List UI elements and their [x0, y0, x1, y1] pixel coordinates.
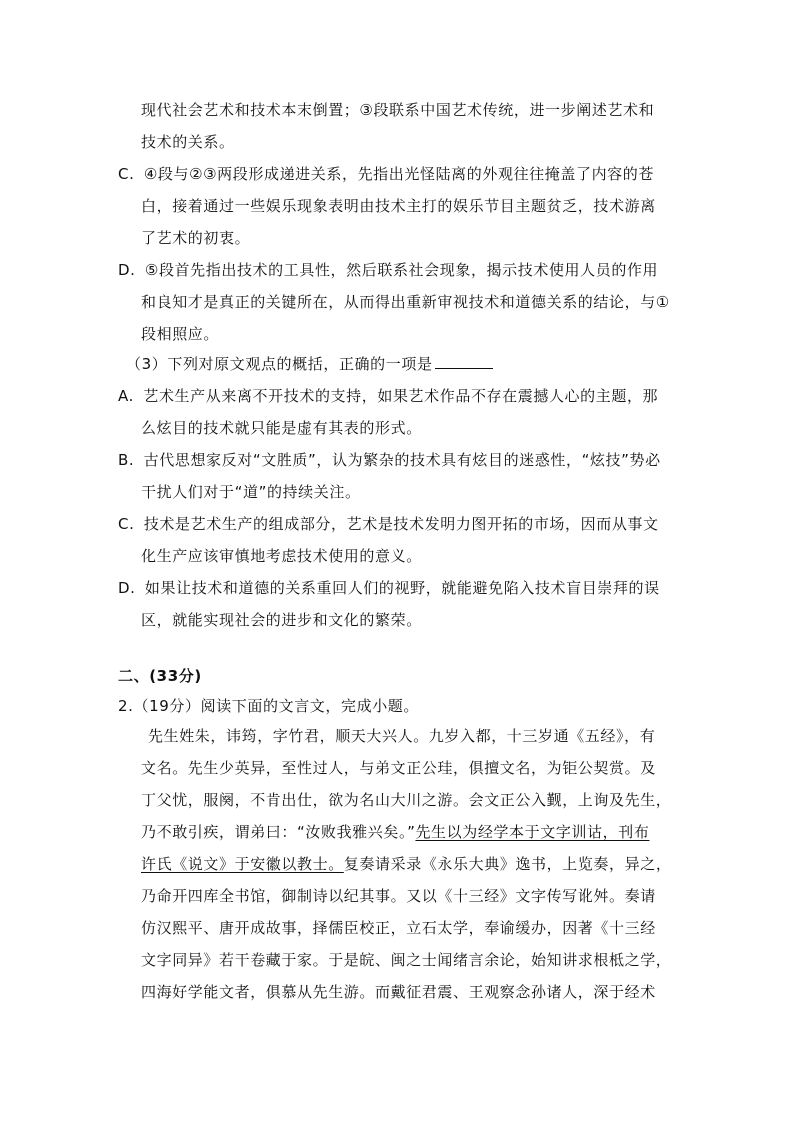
- q3-option-d-line-1: 如果让技术和道德的关系重回人们的视野，就能避免陷入技术盲目崇拜的误: [144, 579, 660, 597]
- passage-line-3: 丁父忧，服阕，不肯出仕，欲为名山大川之游。会文正公入觐，上询及先生，: [141, 791, 672, 809]
- q3-option-a: [118, 386, 658, 406]
- option-d: [118, 260, 658, 280]
- q2-heading: 2.（19分）阅读下面的文言文，完成小题。: [118, 697, 420, 715]
- q3-stem: [126, 354, 493, 374]
- q3-option-c-line-2: 化生产应该审慎地考虑技术使用的意义。: [141, 547, 422, 565]
- option-d-label: D.: [118, 261, 136, 279]
- q3-option-c-line-1: 技术是艺术生产的组成部分，艺术是技术发明力图开拓的市场，因而从事文: [143, 515, 659, 533]
- passage-line-2: 文名。先生少英异，至性过人，与弟文正公珪，俱擅文名，为钜公契赏。及: [141, 759, 656, 777]
- option-b-line-2: 现代社会艺术和技术本末倒置；③段联系中国艺术传统，进一步阐述艺术和: [141, 101, 655, 119]
- option-c-label: C.: [118, 165, 135, 183]
- passage-line-5-text: 复奏请采录《永乐大典》逸书，上览奏，异之，: [343, 855, 672, 873]
- option-b-line-3: 技术的关系。: [141, 133, 235, 151]
- passage-line-9: 四海好学能文者，俱慕从先生游。而戴征君震、王观察念孙诸人，深于经术: [141, 983, 656, 1001]
- q3-option-a-label: A.: [118, 387, 134, 405]
- answer-blank[interactable]: [435, 354, 493, 369]
- passage-line-5: [141, 854, 671, 874]
- q3-option-d-label: D.: [118, 579, 136, 597]
- q3-option-b-line-2: 干扰人们对于“道”的持续关注。: [141, 483, 361, 501]
- passage-line-4-text: 乃不敢引疾，谓弟曰：“汝败我雅兴矣。”: [141, 823, 416, 841]
- q3-option-b: [118, 450, 661, 470]
- passage-line-6: 乃命开四库全书馆，御制诗以纪其事。又以《十三经》文字传写讹舛。奏请: [141, 887, 656, 905]
- q3-option-b-label: B.: [118, 451, 135, 469]
- q3-option-a-line-1: 艺术生产从来离不开技术的支持，如果艺术作品不存在震撼人心的主题，那: [143, 387, 659, 405]
- passage-line-4: [141, 822, 649, 842]
- q3-option-d: [118, 578, 660, 598]
- option-c-line-2: 白，接着通过一些娱乐现象表明由技术主打的娱乐节目主题贫乏，技术游离: [141, 197, 656, 215]
- section-heading: 二、(33分): [118, 667, 202, 685]
- underlined-sentence-part-1: 先生以为经学本于文字训诂，刊布: [415, 823, 650, 841]
- option-c-line-3: 了艺术的初衷。: [141, 229, 251, 247]
- passage-line-8: 文字同异》若干卷藏于家。于是皖、闽之士闻绪言余论，始知讲求根柢之学，: [141, 951, 672, 969]
- option-c: [118, 164, 654, 184]
- q3-stem-text: （3）下列对原文观点的概括，正确的一项是: [126, 355, 433, 373]
- option-d-line-3: 段相照应。: [141, 325, 220, 343]
- q3-option-b-line-1: 古代思想家反对“文胜质”，认为繁杂的技术具有炫目的迷惑性，“炫技”势必: [143, 451, 661, 469]
- option-d-line-1: ⑤段首先指出技术的工具性，然后联系社会现象，揭示技术使用人员的作用: [144, 261, 659, 279]
- option-d-line-2: 和良知才是真正的关键所在，从而得出重新审视技术和道德关系的结论，与①: [141, 293, 670, 311]
- passage-line-7: 仿汉熙平、唐开成故事，择儒臣校正，立石太学，奉谕缓办，因著《十三经: [141, 919, 656, 937]
- q3-option-a-line-2: 么炫目的技术就只能是虚有其表的形式。: [141, 419, 422, 437]
- option-c-line-1: ④段与②③两段形成递进关系，先指出光怪陆离的外观往往掩盖了内容的苍: [143, 165, 654, 183]
- underlined-sentence-part-2: 许氏《说文》于安徽以教士。: [141, 855, 344, 873]
- q3-option-c-label: C.: [118, 515, 135, 533]
- passage-line-1: 先生姓朱，讳筠，字竹君，顺天大兴人。九岁入都，十三岁通《五经》，有: [148, 727, 656, 745]
- q3-option-d-line-2: 区，就能实现社会的进步和文化的繁荣。: [141, 611, 422, 629]
- q3-option-c: [118, 514, 659, 534]
